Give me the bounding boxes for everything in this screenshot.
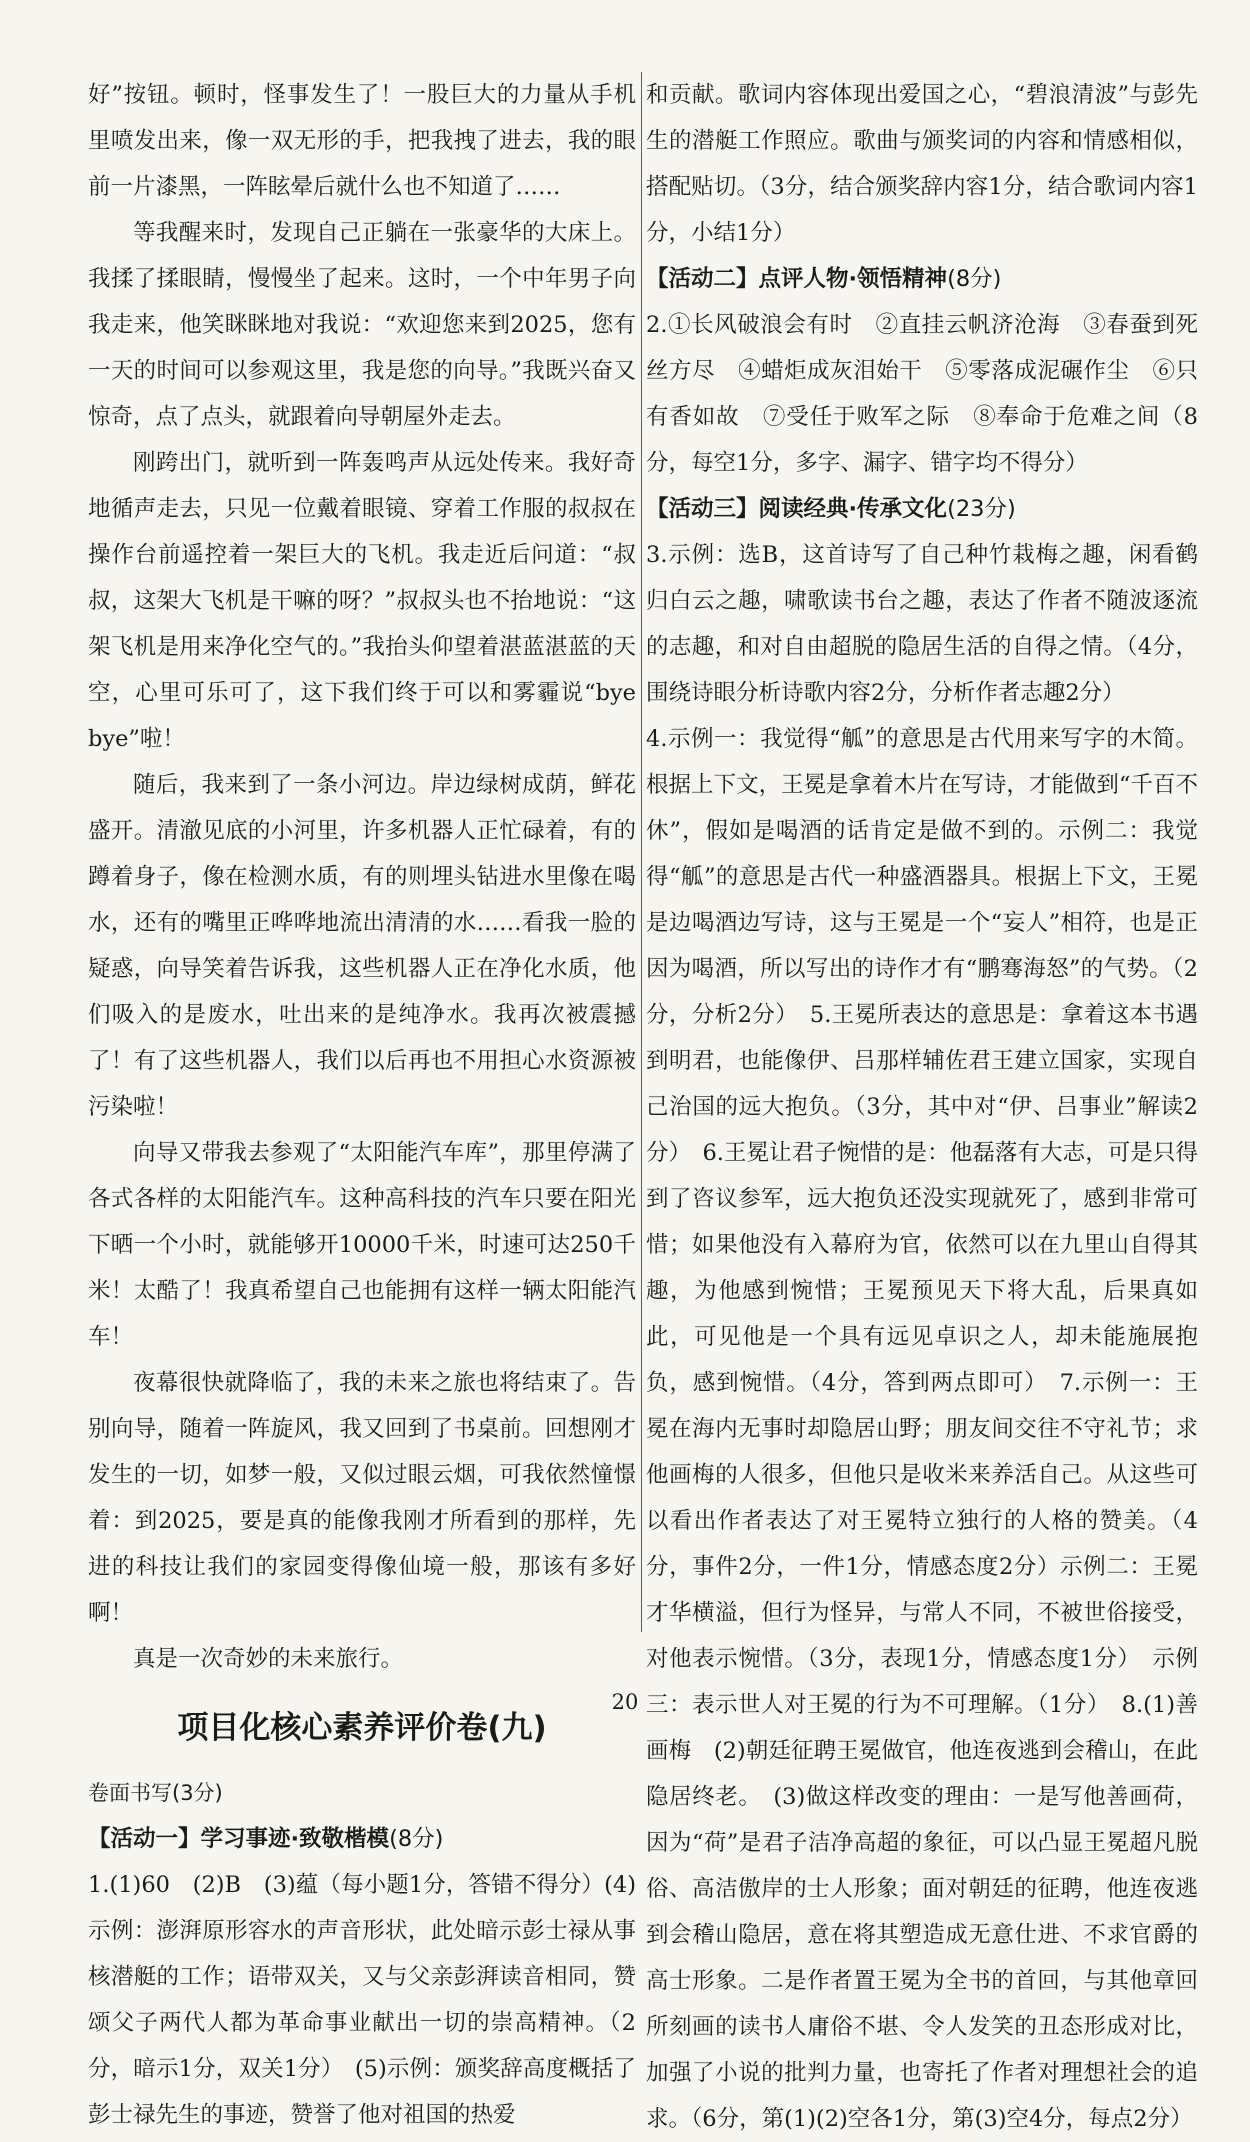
activity-1-title: 【活动一】学习事迹·致敬楷模 [88,1826,390,1852]
story-paragraph: 夜幕很快就降临了，我的未来之旅也将结束了。告别向导，随着一阵旋风，我又回到了书桌前。回想刚才发生的一切，如梦一般，又似过眼云烟，可我依然憧憬着：到2025，要是真的能像我刚才所看到的那样，先进的科技让我们的家园变得像仙境一般，那该有多好啊！ [88,1370,636,1626]
activity-2-heading [646,256,1198,302]
answer-2: 2.①长风破浪会有时 ②直挂云帆济沧海 ③春蚕到死丝方尽 ④蜡炬成灰泪始干 ⑤零落成泥碾作尘 ⑥只有香如故 ⑦受任于败军之际 ⑧奉命于危难之间（8分，每空1分，多字、漏字、错字均不得分） [646,312,1198,476]
handwriting-label: 卷面书写(3分) [88,1781,223,1805]
column-divider [641,72,642,1632]
story-paragraph: 等我醒来时，发现自己正躺在一张豪华的大床上。我揉了揉眼睛，慢慢坐了起来。这时，一个中年男子向我走来，他笑眯眯地对我说：“欢迎您来到2025，您有一天的时间可以参观这里，我是您的向导。”我既兴奋又惊奇，点了点头，就跟着向导朝屋外走去。 [88,220,636,430]
left-column [88,72,636,2128]
activity-3-heading [646,486,1198,532]
answer-3: 3.示例：选B，这首诗写了自己种竹栽梅之趣，闲看鹤归白云之趣，啸歌读书台之趣，表达了作者不随波逐流的志趣，和对自由超脱的隐居生活的自得之情。（4分，围绕诗眼分析诗歌内容2分，分析作者志趣2分） [646,542,1198,706]
story-paragraph: 真是一次奇妙的未来旅行。 [133,1646,404,1672]
activity-1-points: (8分) [389,1826,444,1852]
answer-1: 1.(1)60 (2)B (3)蕴（每小题1分，答错不得分）(4)示例：澎湃原形容水的声音形状，此处暗示彭士禄从事核潜艇的工作；语带双关，又与父亲彭湃读音相同，赞颂父子两代人都为革命事业献出一切的崇高精神。（2分，暗示1分，双关1分） (5)示例：颁奖辞高度概括了彭士禄先生的事迹，赞誉了他对祖国的热爱 [88,1872,636,2128]
right-column [646,72,1198,2132]
page-number: 20 [611,1690,639,1714]
story-paragraph: 向导又带我去参观了“太阳能汽车库”，那里停满了各式各样的太阳能汽车。这种高科技的汽车只要在阳光下晒一个小时，就能够开10000千米，时速可达250千米！太酷了！我真希望自己也能拥有这样一辆太阳能汽车！ [88,1140,636,1350]
section-title: 项目化核心素养评价卷(九) [177,1710,547,1746]
activity-1-heading [88,1816,636,1862]
activity-2-points: (8分) [947,266,1002,292]
story-paragraph: 刚跨出门，就听到一阵轰鸣声从远处传来。我好奇地循声走去，只见一位戴着眼镜、穿着工作服的叔叔在操作台前遥控着一架巨大的飞机。我走近后问道：“叔叔，这架大飞机是干嘛的呀？”叔叔头也不抬地说：“这架飞机是用来净化空气的。”我抬头仰望着湛蓝湛蓝的天空，心里可乐可了，这下我们终于可以和雾霾说“bye bye”啦！ [88,450,636,752]
activity-3-title: 【活动三】阅读经典·传承文化 [646,496,948,522]
activity-2-title: 【活动二】点评人物·领悟精神 [646,266,948,292]
activity-3-points: (23分) [947,496,1016,522]
story-paragraph: 随后，我来到了一条小河边。岸边绿树成荫，鲜花盛开。清澈见底的小河里，许多机器人正忙碌着，有的蹲着身子，像在检测水质，有的则埋头钻进水里像在喝水，还有的嘴里正哗哗地流出清清的水……看我一脸的疑惑，向导笑着告诉我，这些机器人正在净化水质，他们吸入的是废水，吐出来的是纯净水。我再次被震撼了！有了这些机器人，我们以后再也不用担心水资源被污染啦！ [88,772,636,1120]
story-paragraph: 好”按钮。顿时，怪事发生了！一股巨大的力量从手机里喷发出来，像一双无形的手，把我拽了进去，我的眼前一片漆黑，一阵眩晕后就什么也不知道了…… [88,82,636,200]
answers-4-to-8: 4.示例一：我觉得“觚”的意思是古代用来写字的木简。根据上下文，王冕是拿着木片在写诗，才能做到“千百不休”，假如是喝酒的话肯定是做不到的。示例二：我觉得“觚”的意思是古代一种盛酒器具。根据上下文，王冕是边喝酒边写诗，这与王冕是一个“妄人”相符，也是正因为喝酒，所以写出的诗作才有“鹏骞海怒”的气势。（2分，分析2分） 5.王冕所表达的意思是：拿着这本书遇到明君，也能像伊、吕那样辅佐君王建立国家，实现自己治国的远大抱负。（3分，其中对“伊、吕事业”解读2分） 6.王冕让君子惋惜的是：他磊落有大志，可是只得到了咨议参军，远大抱负还没实现就死了，感到非常可惜；如果他没有入幕府为官，依然可以在九里山自得其趣，为他感到惋惜；王冕预见天下将大乱，后果真如此，可见他是一个具有远见卓识之人，却未能施展抱负，感到惋惜。（4分，答到两点即可） 7.示例一：王冕在海内无事时却隐居山野；朋友间交往不守礼节；求他画梅的人很多，但他只是收米来养活自己。从这些可以看出作者表达了对王冕特立独行的人格的赞美。（4分，事件2分，一件1分，情感态度2分）示例二：王冕才华横溢，但行为怪异，与常人不同，不被世俗接受，对他表示惋惜。（3分，表现1分，情感态度1分） 示例三：表示世人对王冕的行为不可理解。（1分） 8.(1)善画梅 (2)朝廷征聘王冕做官，他连夜逃到会稽山，在此隐居终老。 (3)做这样改变的理由：一是写他善画荷，因为“荷”是君子洁净高超的象征，可以凸显王冕超凡脱俗、高洁傲岸的士人形象；面对朝廷的征聘，他连夜逃到会稽山隐居，意在将其塑造成无意仕进、不求官爵的高士形象。二是作者置王冕为全书的首回，与其他章回所刻画的读书人庸俗不堪、令人发笑的丑态形成对比，加强了小说的批判力量，也寄托了作者对理想社会的追求。（6分，第(1)(2)空各1分，第(3)空4分，每点2分） [646,726,1198,2132]
answer-1-continued: 和贡献。歌词内容体现出爱国之心，“碧浪清波”与彭先生的潜艇工作照应。歌曲与颁奖词的内容和情感相似，搭配贴切。（3分，结合颁奖辞内容1分，结合歌词内容1分，小结1分） [646,82,1198,246]
